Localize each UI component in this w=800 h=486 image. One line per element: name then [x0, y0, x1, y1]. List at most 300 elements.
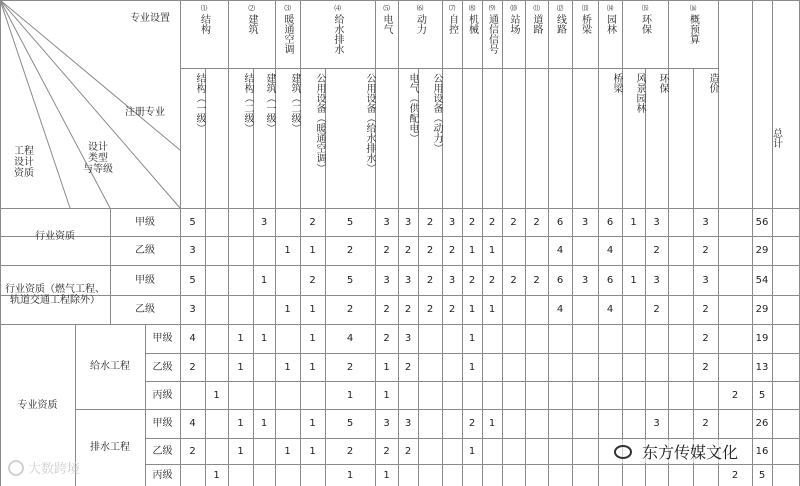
- watermark-text: 大数跨境: [28, 462, 81, 477]
- registration-header-3: 建筑（一级）: [264, 73, 275, 133]
- table-cell: [442, 438, 462, 464]
- table-cell: 19: [755, 333, 769, 344]
- watermark-bottom-right: [614, 440, 738, 463]
- table-cell: 2: [404, 304, 412, 315]
- watermark-text: 东方传媒文化: [642, 443, 739, 462]
- category-number: ⒀: [581, 4, 589, 12]
- table-cell: [572, 324, 598, 353]
- wechat-icon: [614, 445, 632, 459]
- table-cell: 3: [448, 216, 456, 228]
- row-grade: 乙级: [152, 445, 173, 457]
- table-cell: [205, 353, 228, 381]
- category-name: 机械: [466, 14, 478, 34]
- group-industry: 行业资质: [35, 231, 75, 242]
- category-header-14: [598, 0, 622, 68]
- table-cell: [418, 381, 442, 409]
- table-cell: 1: [383, 361, 390, 373]
- table-cell: 13: [755, 361, 769, 373]
- table-cell: 5: [346, 274, 354, 286]
- table-cell: [525, 438, 548, 464]
- table-cell: 2: [653, 245, 660, 256]
- table-cell: [572, 438, 598, 464]
- table-cell: [718, 236, 752, 265]
- table-cell: [442, 324, 462, 353]
- table-cell: 3: [189, 304, 196, 315]
- corner-design-type-line: 与等级: [83, 163, 113, 175]
- table-cell: [205, 265, 228, 295]
- table-cell: [668, 208, 693, 236]
- row-grade: 乙级: [152, 361, 173, 373]
- table-cell: 1: [468, 245, 476, 256]
- table-cell: [525, 381, 548, 409]
- table-cell: [398, 381, 418, 409]
- table-cell: [482, 464, 502, 486]
- registration-header-12: 造价: [707, 73, 718, 93]
- category-header-8: [462, 0, 482, 68]
- table-cell: 3: [260, 216, 268, 228]
- category-name: 建筑: [246, 14, 257, 34]
- table-cell: [548, 353, 572, 381]
- table-cell: 2: [653, 304, 660, 315]
- table-cell: [548, 324, 572, 353]
- table-cell: [718, 324, 752, 353]
- table-cell: [228, 236, 253, 265]
- subgroup-water-supply: 给水工程: [90, 361, 130, 372]
- table-cell: [502, 353, 525, 381]
- table-cell: 1: [383, 389, 390, 401]
- table-cell: 5: [346, 216, 354, 228]
- table-cell: 2: [731, 389, 739, 401]
- table-cell: [525, 324, 548, 353]
- table-cell: [668, 295, 693, 324]
- category-number: ⑸: [383, 4, 390, 12]
- registration-header-1: 结构（一级）: [194, 73, 205, 133]
- group-professional: 专业资质: [17, 399, 58, 411]
- table-cell: 2: [533, 216, 540, 228]
- table-cell: [275, 208, 300, 236]
- table-cell: 2: [426, 304, 434, 315]
- table-cell: [645, 381, 668, 409]
- category-header-4: [300, 0, 375, 68]
- table-cell: [275, 381, 300, 409]
- registration-header-5: 公用设备（暖通空调）: [314, 73, 325, 173]
- table-cell: [572, 464, 598, 486]
- category-header-3: [275, 0, 300, 68]
- category-number: ⒃: [689, 4, 697, 12]
- table-cell: [442, 464, 462, 486]
- row-grade: 甲级: [152, 418, 173, 429]
- table-cell: 2: [383, 245, 390, 256]
- table-cell: 2: [702, 245, 709, 256]
- table-cell: 4: [346, 333, 354, 344]
- table-cell: [482, 324, 502, 353]
- registration-header-7: 电气（供配电）: [407, 73, 418, 143]
- table-cell: 3: [383, 418, 390, 429]
- table-cell: 4: [556, 304, 564, 315]
- table-cell: [205, 438, 228, 464]
- category-name: 环保: [639, 14, 651, 34]
- table-cell: 1: [213, 389, 220, 401]
- table-cell: 2: [346, 304, 354, 315]
- group-industry-excluding: 行业资质（燃气工程、轨道交通工程除外）: [5, 283, 105, 306]
- category-header-7: [442, 0, 462, 68]
- registration-header-6: 公用设备（给水排水）: [364, 73, 375, 173]
- table-cell: [502, 324, 525, 353]
- corner-design-type: [74, 138, 122, 178]
- table-cell: 16: [755, 445, 769, 457]
- table-cell: 2: [309, 274, 316, 286]
- table-cell: [228, 208, 253, 236]
- table-cell: 2: [346, 445, 354, 457]
- table-cell: [622, 381, 645, 409]
- category-number: ⒁: [606, 4, 614, 12]
- table-cell: 2: [404, 245, 412, 256]
- table-cell: [572, 409, 598, 438]
- table-cell: 2: [189, 361, 196, 373]
- table-cell: [693, 381, 718, 409]
- category-name: 概预算: [687, 14, 699, 44]
- table-cell: 6: [556, 274, 564, 286]
- table-cell: 5: [346, 418, 354, 429]
- table-cell: [525, 353, 548, 381]
- table-cell: [482, 353, 502, 381]
- category-name: 动力: [414, 14, 426, 34]
- table-cell: [668, 409, 693, 438]
- corner-engineering-qualification: [4, 138, 44, 186]
- table-cell: [228, 381, 253, 409]
- table-cell: 4: [189, 418, 196, 429]
- table-cell: [718, 295, 752, 324]
- table-cell: [598, 324, 622, 353]
- table-cell: 2: [488, 274, 496, 286]
- table-cell: [502, 236, 525, 265]
- table-cell: [418, 353, 442, 381]
- watermark-bottom-left: [8, 458, 80, 477]
- table-cell: 2: [309, 216, 316, 228]
- table-cell: [482, 381, 502, 409]
- category-header-9: [482, 0, 502, 68]
- table-cell: [718, 265, 752, 295]
- table-cell: [525, 236, 548, 265]
- category-number: ⒂: [641, 4, 649, 12]
- category-header-1: [180, 0, 228, 68]
- category-header-15: [622, 0, 668, 68]
- table-cell: [645, 464, 668, 486]
- table-cell: [668, 265, 693, 295]
- table-cell: 1: [346, 469, 354, 481]
- table-cell: [462, 464, 482, 486]
- table-cell: [502, 409, 525, 438]
- registration-header-4: 建筑（二级）: [289, 73, 300, 133]
- category-number: ⑾: [533, 4, 540, 12]
- table-cell: [548, 464, 572, 486]
- category-name: 线路: [554, 14, 566, 34]
- table-cell: 1: [237, 333, 244, 344]
- table-cell: [572, 295, 598, 324]
- table-cell: [668, 324, 693, 353]
- total-header: 总计: [770, 128, 782, 148]
- table-cell: 3: [702, 274, 709, 286]
- corner-design-type-line: 设计: [88, 141, 108, 153]
- corner-major-setting: 专业设置: [130, 12, 170, 24]
- row-grade: 甲级: [135, 274, 155, 286]
- category-number: ⑹: [416, 4, 424, 12]
- table-cell: 1: [630, 216, 637, 228]
- category-header-11: [525, 0, 548, 68]
- table-cell: [645, 353, 668, 381]
- table-cell: [418, 324, 442, 353]
- table-cell: 2: [426, 245, 434, 256]
- corner-qualification-line: 资质: [14, 167, 34, 179]
- category-name: 通信信号: [486, 14, 498, 54]
- category-name: 自控: [446, 14, 458, 34]
- table-cell: [668, 464, 693, 486]
- table-cell: [253, 295, 275, 324]
- row-grade: 丙级: [152, 469, 173, 481]
- table-cell: 1: [260, 333, 268, 344]
- registration-header-8: 公用设备（动力）: [431, 73, 442, 153]
- table-cell: [275, 409, 300, 438]
- table-cell: [180, 381, 205, 409]
- table-cell: [572, 236, 598, 265]
- table-cell: 3: [653, 274, 660, 286]
- table-cell: [622, 464, 645, 486]
- table-cell: [668, 381, 693, 409]
- category-header-10: [502, 0, 525, 68]
- table-cell: 6: [606, 274, 614, 286]
- category-header-2: [228, 0, 275, 68]
- table-cell: 2: [468, 418, 476, 429]
- table-cell: 3: [189, 245, 196, 256]
- category-number: ⑻: [468, 4, 476, 12]
- table-cell: 1: [260, 418, 268, 429]
- table-cell: [275, 464, 300, 486]
- table-cell: 1: [309, 333, 316, 344]
- table-cell: [572, 353, 598, 381]
- category-name: 道路: [531, 14, 542, 34]
- table-cell: [668, 353, 693, 381]
- registration-header-11: 环保: [657, 73, 668, 93]
- category-name: 暖通空调: [282, 14, 293, 54]
- table-cell: [622, 409, 645, 438]
- corner-qualification-line: 工程: [14, 145, 34, 157]
- category-number: ⑶: [284, 4, 291, 12]
- table-cell: [502, 464, 525, 486]
- table-cell: 6: [556, 216, 564, 228]
- table-cell: [598, 409, 622, 438]
- table-cell: [228, 295, 253, 324]
- category-header-16: [668, 0, 718, 68]
- category-number: ⑵: [248, 4, 255, 12]
- table-cell: 2: [731, 469, 739, 481]
- table-cell: 1: [284, 304, 291, 315]
- table-cell: 2: [448, 245, 456, 256]
- category-header-13: [572, 0, 598, 68]
- table-cell: [598, 353, 622, 381]
- table-cell: 2: [189, 445, 196, 457]
- registration-header-9: 桥梁: [611, 73, 622, 93]
- table-cell: 1: [309, 245, 316, 256]
- table-cell: 3: [404, 274, 412, 286]
- registration-header-2: 结构（二级）: [242, 73, 253, 133]
- table-cell: 1: [284, 361, 291, 373]
- table-cell: 4: [189, 333, 196, 344]
- row-grade: 甲级: [135, 216, 155, 228]
- table-cell: [548, 381, 572, 409]
- table-cell: [228, 464, 253, 486]
- table-cell: 54: [755, 274, 769, 286]
- table-cell: 26: [755, 418, 769, 429]
- table-cell: [180, 464, 205, 486]
- table-cell: [622, 236, 645, 265]
- table-cell: [275, 324, 300, 353]
- table-cell: 1: [260, 274, 268, 286]
- category-name: 电气: [381, 14, 392, 34]
- table-cell: [645, 324, 668, 353]
- category-name: 结构: [198, 14, 210, 34]
- table-cell: 1: [237, 361, 244, 373]
- table-cell: [548, 409, 572, 438]
- table-cell: [525, 295, 548, 324]
- table-cell: [718, 353, 752, 381]
- table-cell: 2: [404, 445, 412, 457]
- category-number: ⑿: [556, 4, 564, 12]
- category-name: 桥梁: [579, 14, 591, 34]
- category-number: ⑴: [200, 4, 208, 12]
- table-cell: [502, 381, 525, 409]
- table-cell: 2: [346, 361, 354, 373]
- corner-design-type-line: 类型: [88, 152, 108, 164]
- table-cell: [442, 381, 462, 409]
- table-cell: 3: [383, 274, 390, 286]
- table-cell: 1: [309, 445, 316, 457]
- table-cell: [598, 464, 622, 486]
- category-number: ⑷: [334, 4, 341, 12]
- table-cell: 3: [404, 418, 412, 429]
- table-cell: 2: [426, 274, 434, 286]
- table-cell: [398, 464, 418, 486]
- table-cell: 1: [488, 245, 496, 256]
- table-cell: 1: [237, 418, 244, 429]
- row-grade: 乙级: [135, 304, 155, 315]
- table-cell: 2: [702, 304, 709, 315]
- table-cell: [205, 208, 228, 236]
- table-cell: 5: [758, 469, 766, 481]
- table-cell: [622, 295, 645, 324]
- table-cell: 1: [237, 445, 244, 457]
- category-name: 站场: [508, 14, 519, 34]
- table-cell: [228, 265, 253, 295]
- table-cell: 2: [510, 216, 517, 228]
- table-cell: 2: [383, 333, 390, 344]
- table-cell: [253, 353, 275, 381]
- table-cell: [253, 236, 275, 265]
- table-cell: 1: [468, 304, 476, 315]
- table-cell: [442, 409, 462, 438]
- table-cell: [502, 438, 525, 464]
- table-cell: [418, 464, 442, 486]
- table-cell: [462, 381, 482, 409]
- table-cell: [525, 464, 548, 486]
- table-cell: 3: [404, 333, 412, 344]
- table-cell: 5: [758, 389, 766, 401]
- table-cell: 2: [468, 216, 476, 228]
- table-cell: [442, 353, 462, 381]
- table-cell: [668, 236, 693, 265]
- table-cell: [572, 381, 598, 409]
- table-cell: 2: [426, 216, 434, 228]
- table-cell: 2: [702, 361, 709, 373]
- table-cell: 2: [346, 245, 354, 256]
- table-cell: [205, 409, 228, 438]
- category-number: ⑺: [448, 4, 456, 12]
- table-cell: [548, 438, 572, 464]
- table-cell: 2: [510, 274, 517, 286]
- registration-header-10: 风景园林: [634, 73, 645, 113]
- category-header-6: [398, 0, 442, 68]
- table-cell: 1: [309, 304, 316, 315]
- table-cell: 3: [653, 418, 660, 429]
- subgroup-drainage: 排水工程: [90, 442, 130, 453]
- table-cell: 4: [606, 245, 614, 256]
- table-cell: 1: [284, 245, 291, 256]
- table-cell: 5: [189, 274, 196, 286]
- table-cell: 3: [702, 216, 709, 228]
- table-cell: [525, 409, 548, 438]
- table-cell: 1: [383, 469, 390, 481]
- category-header-12: [548, 0, 572, 68]
- table-cell: 1: [488, 304, 496, 315]
- table-cell: 2: [702, 333, 709, 344]
- category-number: ⑽: [510, 4, 517, 12]
- table-cell: 2: [383, 445, 390, 457]
- table-cell: [622, 353, 645, 381]
- table-cell: 5: [189, 216, 196, 228]
- table-cell: 1: [468, 333, 476, 344]
- table-cell: [205, 236, 228, 265]
- table-cell: 2: [702, 418, 709, 429]
- table-cell: 3: [404, 216, 412, 228]
- table-cell: 3: [581, 274, 589, 286]
- table-cell: [718, 409, 752, 438]
- table-cell: 3: [383, 216, 390, 228]
- table-cell: 1: [346, 389, 354, 401]
- table-cell: [253, 381, 275, 409]
- row-grade: 乙级: [135, 245, 155, 256]
- table-cell: [693, 464, 718, 486]
- row-grade: 丙级: [152, 389, 173, 401]
- table-cell: [300, 464, 325, 486]
- table-cell: 1: [630, 274, 637, 286]
- corner-qualification-line: 设计: [14, 156, 34, 168]
- category-name: 园林: [604, 14, 616, 34]
- category-name: 给水排水: [332, 14, 343, 54]
- table-cell: [622, 324, 645, 353]
- table-cell: 2: [533, 274, 540, 286]
- watermark-logo-icon: [8, 460, 24, 476]
- table-cell: 4: [556, 245, 564, 256]
- table-cell: [482, 438, 502, 464]
- table-cell: [418, 438, 442, 464]
- category-number: ⑼: [488, 4, 496, 12]
- row-grade: 甲级: [152, 333, 173, 344]
- table-cell: 3: [448, 274, 456, 286]
- table-cell: [418, 409, 442, 438]
- table-cell: 1: [213, 469, 220, 481]
- table-cell: [253, 464, 275, 486]
- table-cell: [502, 295, 525, 324]
- table-cell: [275, 265, 300, 295]
